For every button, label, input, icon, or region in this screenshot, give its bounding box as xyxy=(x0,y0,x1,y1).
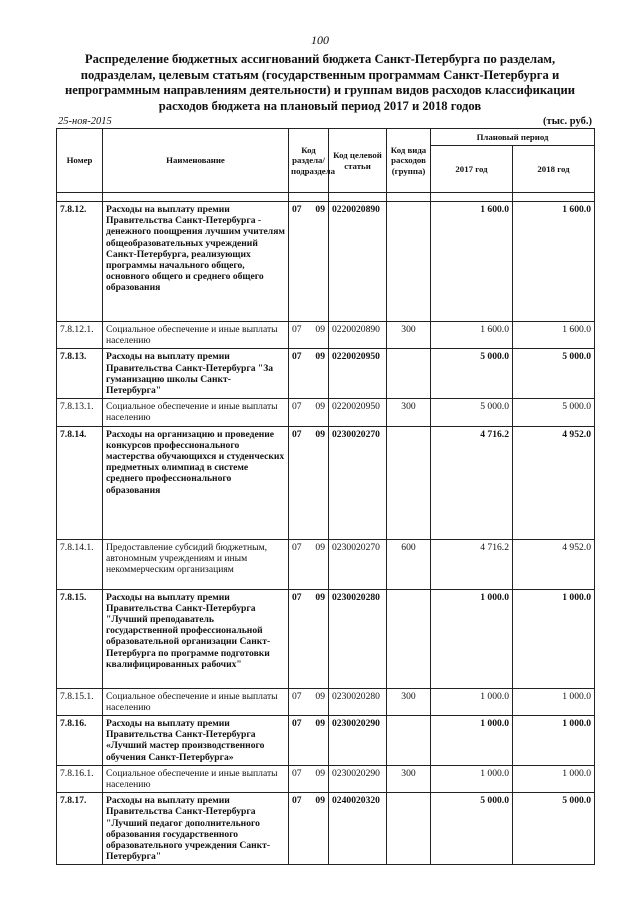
row-type-code xyxy=(387,202,431,322)
row-2018-value: 1 000.0 xyxy=(513,688,595,715)
row-section-code xyxy=(289,426,329,539)
podrazdel-code: 09 xyxy=(315,428,325,440)
row-name: Предоставление субсидий бюджетным, автономным учреждениям и иным некоммерческим организациям xyxy=(103,539,289,589)
row-2017-value: 1 000.0 xyxy=(431,716,513,766)
header-type-code: Код вида расходов (группа) xyxy=(387,129,431,193)
row-2017-value: 5 000.0 xyxy=(431,793,513,865)
podrazdel-code: 09 xyxy=(315,401,325,413)
row-type-code: 300 xyxy=(387,322,431,349)
row-number: 7.8.13.1. xyxy=(57,399,103,426)
row-name: Расходы на выплату премии Правительства Санкт-Петербурга - денежного поощрения лучшим учителям общеобразовательных учреждений Санкт-Петербурга, реализующих программы начального общего, основного общего и среднего общего образования xyxy=(103,202,289,322)
row-type-code xyxy=(387,426,431,539)
table-row xyxy=(57,688,595,715)
row-article-code: 0230020280 xyxy=(329,589,387,688)
razdel-code: 07 xyxy=(292,351,302,363)
row-2017-value: 5 000.0 xyxy=(431,349,513,399)
row-number: 7.8.13. xyxy=(57,349,103,399)
row-section-code xyxy=(289,716,329,766)
table-row xyxy=(57,716,595,766)
row-2017-value: 1 000.0 xyxy=(431,765,513,792)
table-row xyxy=(57,589,595,688)
row-2018-value: 1 600.0 xyxy=(513,322,595,349)
row-article-code: 0220020890 xyxy=(329,202,387,322)
razdel-code: 07 xyxy=(292,541,302,553)
row-2017-value: 1 000.0 xyxy=(431,589,513,688)
row-name: Социальное обеспечение и иные выплаты населению xyxy=(103,688,289,715)
table-row xyxy=(57,349,595,399)
row-2018-value: 4 952.0 xyxy=(513,539,595,589)
row-article-code: 0230020270 xyxy=(329,426,387,539)
header-article-code: Код целевой статьи xyxy=(329,129,387,193)
row-name: Расходы на выплату премии Правительства Санкт-Петербурга "Лучший преподаватель государственной профессиональной образовательной организации Санкт-Петербурга по программе подготовки квалифицированных рабочих" xyxy=(103,589,289,688)
header-name: Наименование xyxy=(103,129,289,193)
razdel-code: 07 xyxy=(292,324,302,335)
razdel-code: 07 xyxy=(292,718,302,730)
row-type-code: 300 xyxy=(387,399,431,426)
header-planned-period: Плановый период xyxy=(431,129,595,146)
row-section-code xyxy=(289,765,329,792)
row-number: 7.8.16. xyxy=(57,716,103,766)
table-row xyxy=(57,202,595,322)
row-article-code: 0230020290 xyxy=(329,765,387,792)
row-2018-value: 5 000.0 xyxy=(513,349,595,399)
table-row xyxy=(57,765,595,792)
row-2018-value: 1 000.0 xyxy=(513,765,595,792)
row-2017-value: 1 600.0 xyxy=(431,202,513,322)
row-2017-value: 4 716.2 xyxy=(431,426,513,539)
row-name: Расходы на выплату премии Правительства Санкт-Петербурга "Лучший педагог дополнительного образования государственного образовательного учреждения Санкт-Петербурга" xyxy=(103,793,289,865)
row-2017-value: 1 600.0 xyxy=(431,322,513,349)
row-type-code xyxy=(387,793,431,865)
podrazdel-code: 09 xyxy=(315,767,325,779)
razdel-code: 07 xyxy=(292,428,302,440)
razdel-code: 07 xyxy=(292,767,302,779)
row-number: 7.8.16.1. xyxy=(57,765,103,792)
document-title: Распределение бюджетных ассигнований бюджета Санкт-Петербурга по разделам, подразделам, целевым статьям (государственным программам Санкт-Петербурга и непрограммным направлениям деятельности) и группам видов расходов классификации расходов бюджета на плановый период 2017 и 2018 годов xyxy=(65,52,575,113)
spacer-row xyxy=(57,193,595,202)
header-number: Номер xyxy=(57,129,103,193)
row-2018-value: 1 000.0 xyxy=(513,589,595,688)
row-2018-value: 4 952.0 xyxy=(513,426,595,539)
units-label: (тыс. руб.) xyxy=(543,116,592,127)
row-section-code xyxy=(289,322,329,349)
razdel-code: 07 xyxy=(292,591,302,603)
row-section-code xyxy=(289,202,329,322)
razdel-code: 07 xyxy=(292,204,302,215)
row-article-code: 0220020890 xyxy=(329,322,387,349)
header-2018: 2018 год xyxy=(513,146,595,193)
row-number: 7.8.14.1. xyxy=(57,539,103,589)
row-2017-value: 1 000.0 xyxy=(431,688,513,715)
podrazdel-code: 09 xyxy=(315,690,325,702)
header-2017: 2017 год xyxy=(431,146,513,193)
podrazdel-code: 09 xyxy=(315,324,325,335)
row-section-code xyxy=(289,399,329,426)
table-row xyxy=(57,793,595,865)
razdel-code: 07 xyxy=(292,690,302,702)
row-section-code xyxy=(289,793,329,865)
budget-table xyxy=(56,128,595,865)
row-type-code: 600 xyxy=(387,539,431,589)
page-number: 100 xyxy=(311,33,329,47)
table-row xyxy=(57,399,595,426)
podrazdel-code: 09 xyxy=(315,718,325,730)
row-section-code xyxy=(289,349,329,399)
row-name: Расходы на выплату премии Правительства Санкт-Петербурга «Лучший мастер производственного обучения Санкт-Петербурга» xyxy=(103,716,289,766)
row-article-code: 0220020950 xyxy=(329,399,387,426)
row-name: Расходы на организацию и проведение конкурсов профессионального мастерства обучающихся и студенческих предметных олимпиад в системе среднего профессионального образования xyxy=(103,426,289,539)
row-number: 7.8.17. xyxy=(57,793,103,865)
row-name: Социальное обеспечение и иные выплаты населению xyxy=(103,765,289,792)
row-number: 7.8.15.1. xyxy=(57,688,103,715)
row-article-code: 0240020320 xyxy=(329,793,387,865)
row-number: 7.8.12.1. xyxy=(57,322,103,349)
row-article-code: 0230020270 xyxy=(329,539,387,589)
row-name: Социальное обеспечение и иные выплаты населению xyxy=(103,322,289,349)
row-2017-value: 4 716.2 xyxy=(431,539,513,589)
row-2018-value: 5 000.0 xyxy=(513,793,595,865)
row-type-code xyxy=(387,589,431,688)
row-article-code: 0230020290 xyxy=(329,716,387,766)
row-article-code: 0220020950 xyxy=(329,349,387,399)
podrazdel-code: 09 xyxy=(315,204,325,215)
header-section-code: Код раздела/ подраздела xyxy=(289,129,329,193)
row-type-code: 300 xyxy=(387,688,431,715)
row-name: Расходы на выплату премии Правительства Санкт-Петербурга "За гуманизацию школы Санкт-Петербурга" xyxy=(103,349,289,399)
row-section-code xyxy=(289,539,329,589)
row-type-code: 300 xyxy=(387,765,431,792)
row-number: 7.8.15. xyxy=(57,589,103,688)
razdel-code: 07 xyxy=(292,401,302,413)
row-2018-value: 1 600.0 xyxy=(513,202,595,322)
row-2017-value: 5 000.0 xyxy=(431,399,513,426)
podrazdel-code: 09 xyxy=(315,591,325,603)
document-date: 25-ноя-2015 xyxy=(58,116,112,127)
row-number: 7.8.12. xyxy=(57,202,103,322)
row-section-code xyxy=(289,589,329,688)
row-type-code xyxy=(387,716,431,766)
table-row xyxy=(57,426,595,539)
row-number: 7.8.14. xyxy=(57,426,103,539)
podrazdel-code: 09 xyxy=(315,795,325,807)
table-row xyxy=(57,539,595,589)
table-row xyxy=(57,322,595,349)
row-type-code xyxy=(387,349,431,399)
row-section-code xyxy=(289,688,329,715)
row-2018-value: 1 000.0 xyxy=(513,716,595,766)
row-name: Социальное обеспечение и иные выплаты населению xyxy=(103,399,289,426)
podrazdel-code: 09 xyxy=(315,351,325,363)
row-article-code: 0230020280 xyxy=(329,688,387,715)
podrazdel-code: 09 xyxy=(315,541,325,553)
razdel-code: 07 xyxy=(292,795,302,807)
row-2018-value: 5 000.0 xyxy=(513,399,595,426)
